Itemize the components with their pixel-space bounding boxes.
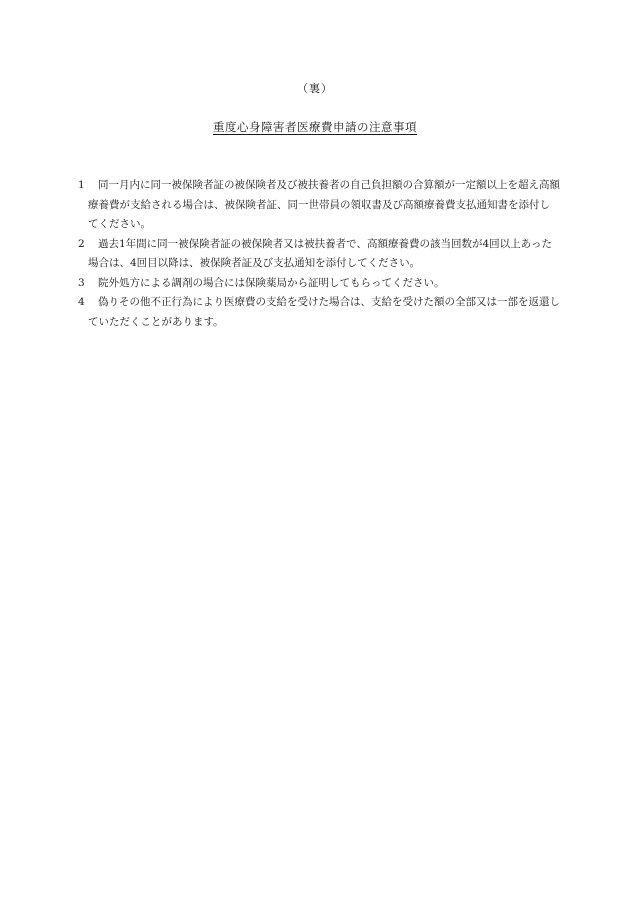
note-number: 1 <box>78 179 85 191</box>
note-item-4 <box>78 293 560 332</box>
note-item-2 <box>78 235 560 274</box>
note-item-1 <box>78 176 560 235</box>
notes-list <box>78 176 560 332</box>
note-text: 過去1年間に同一被保険者証の被保険者又は被扶養者で、高額療養費の該当回数が4回以上あった場合は、4回目以降は、被保険者証及び支払通知を添付してください。 <box>88 237 553 269</box>
note-number: 4 <box>78 296 85 308</box>
note-text: 院外処方による調剤の場合には保険薬局から証明してもらってください。 <box>98 276 445 289</box>
note-number: 2 <box>78 237 85 250</box>
note-item-3 <box>78 274 560 294</box>
note-number: 3 <box>78 276 85 289</box>
note-text: 偽りその他不正行為により医療費の支給を受けた場合は、支給を受けた額の全部又は一部を返還していただくことがあります。 <box>88 296 560 328</box>
document-title-wrapper <box>0 119 630 135</box>
document-title: 重度心身障害者医療費申請の注意事項 <box>213 120 417 134</box>
page-side-label: （裏） <box>297 82 333 95</box>
note-text: 同一月内に同一被保険者証の被保険者及び被扶養者の自己負担額の合算額が一定額以上を超え高額療養費が支給される場合は、被保険者証、同一世帯員の領収書及び高額療養費支払通知書を添付してください。 <box>88 179 560 230</box>
